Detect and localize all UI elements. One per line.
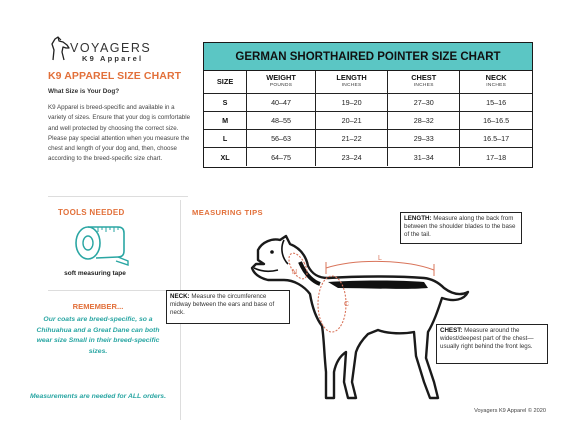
table-cell: 48–55 — [247, 111, 316, 129]
header-label: LENGTH — [336, 72, 367, 82]
remember-title: REMEMBER... — [72, 302, 124, 311]
table-cell: 31–34 — [388, 148, 460, 166]
chest-tip — [436, 324, 548, 364]
dog-head-logo-icon — [50, 36, 72, 62]
logo-sub-text: K9 Apparel — [82, 54, 144, 63]
table-cell: 16–16.5 — [460, 111, 532, 129]
header-label: NECK — [485, 72, 507, 82]
section-divider — [48, 196, 188, 197]
column-header-neck — [460, 71, 532, 93]
table-cell: 29–33 — [388, 130, 460, 148]
tool-label: soft measuring tape — [64, 270, 126, 277]
size-chart-title: GERMAN SHORTHAIRED POINTER SIZE CHART — [204, 43, 532, 71]
table-cell: 19–20 — [316, 93, 388, 111]
header-unit: INCHES — [341, 82, 362, 88]
length-tip-text: Measure along the back from between the shoulder blades to the base of the tail. — [404, 215, 516, 239]
table-cell: M — [204, 111, 247, 129]
chest-tip-text: Measure around the widest/deepest part of the chest— usually right behind the front legs. — [440, 327, 534, 351]
logo-brand-text: VOYAGERS — [70, 41, 152, 55]
tools-title: TOOLS NEEDED — [58, 208, 125, 217]
brand-logo — [50, 36, 180, 66]
column-header-chest — [388, 71, 460, 93]
header-label: WEIGHT — [266, 72, 296, 82]
table-cell: 21–22 — [316, 130, 388, 148]
size-chart — [203, 42, 533, 168]
neck-tip-label: NECK: — [170, 293, 190, 300]
table-cell: S — [204, 93, 247, 111]
intro-text: K9 Apparel is breed-specific and available in a variety of sizes. Ensure that your dog is comfortable and well protected by choosing the correct size. Please pay special attention when you measure the chest and length of your dog and, then, choose according to the breed-specific size chart. — [48, 104, 191, 163]
copyright-text: Voyagers K9 Apparel © 2020 — [474, 408, 546, 414]
table-row — [204, 130, 532, 148]
table-cell: 17–18 — [486, 152, 507, 162]
table-cell: 20–21 — [316, 111, 388, 129]
table-row — [204, 148, 532, 166]
header-label: CHEST — [411, 72, 437, 82]
remember-text: Our coats are breed-specific, so a Chihuahua and a Great Dane can both wear size Small in their breed-specific sizes. — [36, 316, 160, 355]
intro-question: What Size is Your Dog? — [48, 88, 120, 95]
table-cell: 56–63 — [247, 130, 316, 148]
size-table — [204, 71, 532, 166]
neck-marker: N — [292, 269, 298, 276]
table-header-row — [204, 71, 532, 93]
page-title: K9 APPAREL SIZE CHART — [48, 70, 182, 82]
chest-tip-label: CHEST: — [440, 327, 463, 334]
table-cell: XL — [204, 148, 247, 166]
length-tip-label: LENGTH: — [404, 215, 432, 222]
length-tip — [400, 212, 522, 244]
chest-marker: C — [344, 301, 350, 308]
column-header-size — [204, 71, 247, 93]
measuring-tape-icon — [72, 221, 130, 267]
table-row — [204, 93, 532, 111]
column-header-weight — [247, 71, 316, 93]
measurement-note: Measurements are needed for ALL orders. — [30, 393, 166, 400]
length-marker: L — [378, 255, 382, 262]
table-cell: 15–16 — [460, 93, 532, 111]
neck-tip-text: Measure the circumference midway between the ears and base of neck. — [170, 293, 275, 317]
table-cell: 16.5–17 — [460, 130, 532, 148]
table-cell: 27–30 — [388, 93, 460, 111]
column-header-length — [316, 71, 388, 93]
table-cell: 40–47 — [247, 93, 316, 111]
neck-tip — [166, 290, 290, 324]
header-label: SIZE — [216, 76, 234, 86]
table-row — [204, 111, 532, 129]
header-unit: POUNDS — [269, 82, 293, 88]
header-unit: INCHES — [486, 82, 507, 88]
table-cell: 64–75 — [247, 148, 316, 166]
header-unit: INCHES — [413, 82, 434, 88]
table-cell: 28–32 — [388, 111, 460, 129]
table-cell: L — [204, 130, 247, 148]
tips-title: MEASURING TIPS — [192, 208, 263, 217]
table-cell: 23–24 — [316, 148, 388, 166]
